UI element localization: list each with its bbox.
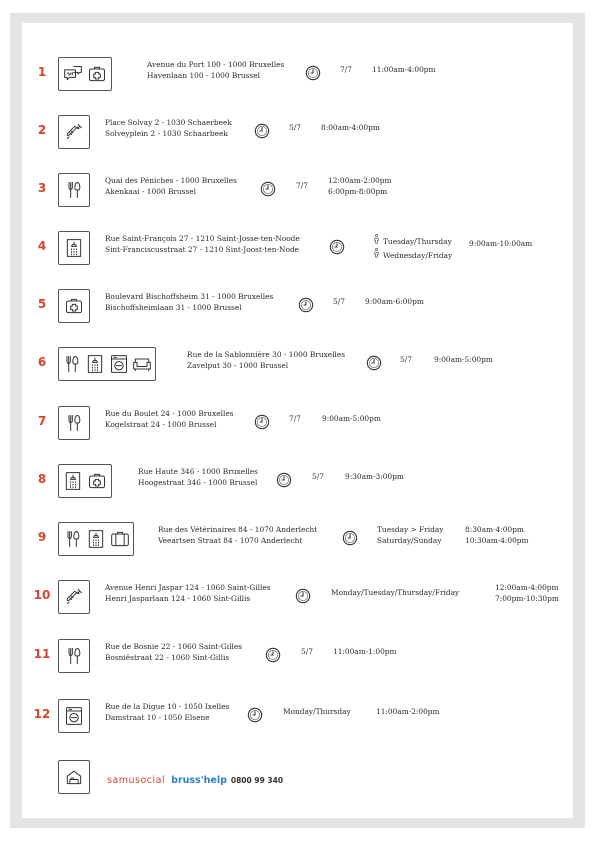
address: [158, 525, 317, 546]
address-fr: Avenue Henri Jaspar 124 - 1060 Saint-Gilles: [105, 583, 271, 592]
hours-text: 9:00am-6:00pm: [365, 297, 424, 306]
opening-hours: [321, 123, 380, 134]
opening-hours: [333, 647, 397, 658]
luggage-icon: [110, 529, 130, 549]
hours-text: 11:00am-4:00pm: [372, 65, 436, 74]
service-icons: [58, 464, 112, 498]
days-text: 7/7: [340, 65, 352, 74]
opening-hours: [465, 525, 529, 546]
clock-icon: [260, 181, 276, 197]
cutlery-icon: [64, 180, 84, 200]
cutlery-icon: [63, 529, 83, 549]
service-entry: [22, 699, 573, 739]
address-fr: Rue du Boulet 24 - 1000 Bruxelles: [105, 409, 234, 418]
opening-days: [289, 414, 301, 425]
opening-hours: [372, 65, 436, 76]
shower-icon: [63, 471, 83, 491]
clock-icon: [329, 239, 345, 255]
opening-hours: [365, 297, 424, 308]
service-icons: [58, 406, 90, 440]
address-nl: Veeartsen Straat 84 - 1070 Anderlecht: [158, 535, 303, 545]
address-fr: Rue des Vétérinaires 84 - 1070 Anderlecht: [158, 525, 318, 534]
washing-machine-icon: [109, 354, 129, 374]
shower-icon: [85, 354, 105, 374]
entry-number: 5: [37, 297, 47, 311]
hours-text: 7:00pm-10:30pm: [495, 593, 559, 603]
entry-number: 7: [37, 414, 47, 428]
address-fr: Avenue du Port 100 - 1000 Bruxelles: [147, 60, 285, 69]
address: [105, 702, 229, 723]
medical-kit-icon: [87, 471, 107, 491]
entry-number: 1: [37, 65, 47, 79]
hours-text: 9:00am-5:00pm: [322, 414, 381, 423]
service-icons: [58, 580, 90, 614]
address-fr: Boulevard Bischoffsheim 31 - 1000 Bruxelles: [105, 292, 274, 301]
opening-hours: [328, 176, 392, 197]
address: [105, 234, 300, 255]
opening-days: [400, 355, 412, 366]
entry-number: 6: [37, 355, 47, 369]
service-entry: [22, 639, 573, 679]
opening-days: [312, 472, 324, 483]
person-icon: [374, 237, 379, 246]
cutlery-icon: [62, 354, 82, 374]
address: [187, 350, 345, 371]
entry-number: 10: [33, 588, 51, 602]
hours-text: 11:00am-2:00pm: [376, 707, 440, 716]
days-text: 5/7: [400, 355, 412, 364]
samusocial-logo: samusocial: [107, 775, 166, 786]
address-nl: Kogelstraat 24 - 1000 Brussel: [105, 419, 217, 429]
days-text: Monday/Tuesday/Thursday/Friday: [331, 588, 460, 597]
service-icons: [58, 173, 90, 207]
service-entry: [22, 347, 573, 387]
entry-number: 2: [37, 123, 47, 137]
opening-days: [374, 234, 452, 261]
entry-number: 9: [37, 530, 47, 544]
address-fr: Rue de la Digue 10 - 1050 Ixelles: [105, 702, 230, 711]
hours-text: 9:00am-10:00am: [469, 239, 533, 248]
address: [105, 583, 271, 604]
entry-number: 3: [37, 181, 47, 195]
address-nl: Bischoffsheimlaan 31 - 1000 Brussel: [105, 302, 242, 312]
clock-icon: [366, 355, 382, 371]
washing-machine-icon: [64, 706, 84, 726]
address-fr: Rue de la Sablonnière 30 - 1000 Bruxelles: [187, 350, 346, 359]
brusshelp-logo: bruss'help: [171, 775, 227, 786]
service-icons: [58, 347, 156, 381]
cutlery-icon: [64, 646, 84, 666]
address-nl: Damstraat 10 - 1050 Elsene: [105, 712, 210, 722]
days-text: 5/7: [289, 123, 301, 132]
service-icons: [58, 522, 134, 556]
cutlery-icon: [64, 413, 84, 433]
clock-icon: [295, 588, 311, 604]
hours-text: 10:30am-4:00pm: [465, 535, 529, 545]
hours-text: 8:30am-4:00pm: [465, 525, 524, 534]
days-text: 7/7: [296, 181, 308, 190]
syringe-icon: [64, 122, 84, 142]
address: [105, 176, 237, 197]
days-text: Tuesday/Thursday: [383, 237, 452, 246]
shelter-icon: [58, 760, 90, 794]
opening-days: [283, 707, 351, 718]
days-text: 5/7: [301, 647, 313, 656]
address-nl: Hoogestraat 346 - 1000 Brussel: [138, 477, 258, 487]
address: [105, 409, 234, 430]
opening-hours: [434, 355, 493, 366]
opening-days: [331, 588, 459, 599]
medical-kit-icon: [87, 64, 107, 84]
opening-hours: [345, 472, 404, 483]
address-nl: Solveyplein 2 - 1030 Schaarbeek: [105, 128, 228, 138]
hours-text: 12:00am-2:00pm: [328, 176, 392, 185]
service-icons: [58, 289, 90, 323]
opening-days: [340, 65, 352, 76]
address-fr: Rue Saint-François 27 - 1210 Saint-Josse-ten-Noode: [105, 234, 300, 243]
service-entry: [22, 522, 573, 562]
address: [105, 642, 242, 663]
service-entry: [22, 173, 573, 213]
days-text: Monday/Thursday: [283, 707, 351, 716]
days-text: 5/7: [333, 297, 345, 306]
hours-text: 11:00am-1:00pm: [333, 647, 397, 656]
service-icons: [58, 57, 112, 91]
medical-kit-icon: [64, 296, 84, 316]
hours-text: 6:00pm-8:00pm: [328, 186, 388, 196]
sofa-icon: [132, 354, 152, 374]
opening-hours: [376, 707, 440, 718]
days-text: 5/7: [312, 472, 324, 481]
services-list: [22, 23, 573, 818]
opening-hours: [495, 583, 559, 604]
days-text: 7/7: [289, 414, 301, 423]
address: [138, 467, 258, 488]
address-fr: Rue de Bosnie 22 - 1060 Saint-Gilles: [105, 642, 243, 651]
syringe-icon: [64, 587, 84, 607]
address-nl: Bosniëstraat 22 - 1060 Sint-Gillis: [105, 652, 230, 662]
service-icons: [58, 639, 90, 673]
service-entry: [22, 406, 573, 446]
hours-text: 9:30am-3:00pm: [345, 472, 404, 481]
service-icons: [58, 231, 90, 265]
shower-icon: [86, 529, 106, 549]
clock-icon: [342, 530, 358, 546]
opening-days: [289, 123, 301, 134]
address-nl: Havenlaan 100 - 1000 Brussel: [147, 70, 260, 80]
entry-number: 4: [37, 239, 47, 253]
clock-icon: [247, 707, 263, 723]
hours-text: 8:00am-4:00pm: [321, 123, 380, 132]
address-fr: Place Solvay 2 - 1030 Schaerbeek: [105, 118, 232, 127]
clock-icon: [298, 297, 314, 313]
opening-hours: [322, 414, 381, 425]
hours-text: 9:00am-5:00pm: [434, 355, 493, 364]
entry-number: 11: [33, 647, 51, 661]
address: [105, 292, 273, 313]
opening-days: [296, 181, 308, 192]
opening-days: [301, 647, 313, 658]
days-text: Wednesday/Friday: [383, 250, 453, 260]
days-text: Tuesday > Friday: [377, 525, 444, 534]
chat-icon: [63, 64, 83, 84]
service-entry: [22, 464, 573, 504]
service-entry: [22, 115, 573, 155]
person-icon: [374, 251, 379, 260]
shower-icon: [64, 238, 84, 258]
opening-days: [377, 525, 443, 546]
address-nl: Henri Jasparlaan 124 - 1060 Sint-Gillis: [105, 593, 251, 603]
days-text: Saturday/Sunday: [377, 535, 442, 545]
address-nl: Sint-Franciscusstraat 27 - 1210 Sint-Joost-ten-Node: [105, 244, 300, 254]
service-entry: [22, 231, 573, 271]
address-fr: Rue Haute 346 - 1000 Bruxelles: [138, 467, 258, 476]
address: [147, 60, 284, 81]
address-nl: Zavelput 30 - 1000 Brussel: [187, 360, 289, 370]
address-nl: Akenkaai - 1000 Brussel: [105, 186, 197, 196]
clock-icon: [305, 65, 321, 81]
service-icons: [58, 699, 90, 733]
clock-icon: [254, 414, 270, 430]
service-icons: [58, 115, 90, 149]
entry-number: 12: [33, 707, 51, 721]
address: [105, 118, 232, 139]
service-entry: [22, 289, 573, 329]
clock-icon: [265, 647, 281, 663]
hours-text: 12:00am-4:00pm: [495, 583, 559, 592]
opening-hours: [469, 239, 532, 250]
clock-icon: [276, 472, 292, 488]
footer-brands: [107, 775, 283, 786]
opening-days: [333, 297, 345, 308]
entry-number: 8: [37, 472, 47, 486]
clock-icon: [254, 123, 270, 139]
phone-number: 0800 99 340: [230, 776, 284, 785]
service-entry: [22, 580, 573, 620]
service-entry: [22, 57, 573, 97]
address-fr: Quai des Péniches - 1000 Bruxelles: [105, 176, 237, 185]
